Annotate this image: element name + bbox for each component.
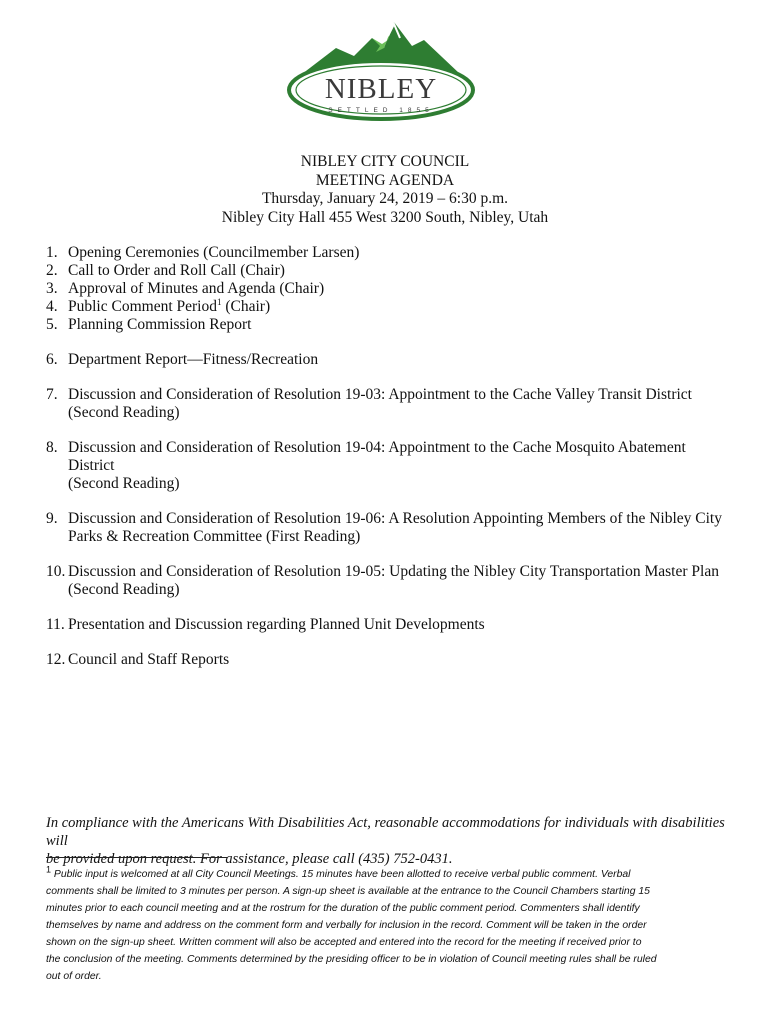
logo-tagline: SETTLED 1855 — [328, 107, 434, 114]
item-text: Planning Commission Report — [68, 316, 252, 333]
agenda-item — [46, 316, 736, 334]
item-number: 2. — [46, 262, 58, 279]
agenda-item — [46, 386, 736, 422]
meeting-location: Nibley City Hall 455 West 3200 South, Nibley, Utah — [221, 208, 549, 226]
ada-line: In compliance with the Americans With Disabilities Act, reasonable accommodations for individuals with disabilities will — [46, 815, 725, 849]
item-number: 7. — [46, 386, 58, 403]
item-number: 4. — [46, 298, 58, 315]
item-text — [68, 298, 736, 316]
item-text-main: Public Comment Period — [68, 298, 217, 315]
item-text: Approval of Minutes and Agenda (Chair) — [68, 280, 325, 297]
footnote-line: themselves by name and address on the comment form and verbally for inclusion in the record. Comment will be taken in the order — [46, 920, 647, 931]
item-line: Discussion and Consideration of Resolution 19-04: Appointment to the Cache Mosquito Abatement District — [68, 439, 686, 474]
footnote-divider — [46, 857, 227, 858]
agenda-item — [46, 298, 736, 316]
item-text — [68, 563, 736, 599]
item-number: 3. — [46, 280, 58, 297]
item-number: 10. — [46, 563, 66, 580]
footnote-text: Public input is welcomed at all City Council Meetings. 15 minutes have been allotted to receive verbal public comment. Verbal — [51, 869, 631, 880]
agenda-item — [46, 351, 736, 369]
nibley-logo — [284, 18, 478, 122]
ada-line: be provided upon request. For assistance, please call (435) 752-0431. — [46, 851, 453, 867]
council-title: NIBLEY CITY COUNCIL — [300, 153, 470, 170]
item-text: Presentation and Discussion regarding Planned Unit Developments — [68, 616, 485, 633]
item-line: Discussion and Consideration of Resolution 19-03: Appointment to the Cache Valley Transit District — [68, 386, 692, 403]
ada-notice — [46, 814, 736, 868]
logo-name: NIBLEY — [324, 73, 438, 105]
item-text: Council and Staff Reports — [68, 651, 230, 668]
item-line: (Second Reading) — [68, 475, 180, 492]
footnote-line: the conclusion of the meeting. Comments determined by the presiding officer to be in violation of Council meeting rules shall be ruled — [46, 954, 657, 965]
item-line: (Second Reading) — [68, 581, 180, 598]
footnote-line: comments shall be limited to 3 minutes per person. A sign-up sheet is available at the entrance to the Council Chambers starting 15 — [46, 886, 650, 897]
item-text — [68, 439, 736, 493]
item-text — [68, 386, 736, 422]
meeting-date: Thursday, January 24, 2019 – 6:30 p.m. — [261, 190, 509, 207]
item-number: 5. — [46, 316, 58, 333]
item-number: 6. — [46, 351, 58, 368]
item-line: Discussion and Consideration of Resolution 19-06: A Resolution Appointing Members of the Nibley City — [68, 510, 722, 527]
agenda-item — [46, 439, 736, 493]
item-number: 8. — [46, 439, 58, 456]
item-text: Opening Ceremonies (Councilmember Larsen) — [68, 244, 360, 261]
item-line: Parks & Recreation Committee (First Reading) — [68, 528, 361, 545]
footnote-line: out of order. — [46, 971, 102, 982]
footnote — [46, 866, 736, 985]
agenda-item — [46, 244, 736, 262]
item-number: 12. — [46, 651, 66, 668]
item-line: (Second Reading) — [68, 404, 180, 421]
agenda-item — [46, 262, 736, 280]
agenda-item — [46, 616, 736, 634]
agenda-list — [46, 244, 736, 669]
footnote-line: shown on the sign-up sheet. Written comment will also be accepted and entered into the record for the meeting if received prior to — [46, 937, 642, 948]
item-text: Call to Order and Roll Call (Chair) — [68, 262, 285, 279]
item-text-suffix: (Chair) — [221, 298, 271, 315]
agenda-item — [46, 563, 736, 599]
footnote-reference[interactable]: 1 — [216, 296, 222, 307]
item-number: 1. — [46, 244, 58, 261]
item-line: Discussion and Consideration of Resolution 19-05: Updating the Nibley City Transportation Master Plan — [68, 563, 719, 580]
agenda-item — [46, 280, 736, 298]
item-text — [68, 510, 736, 546]
footnote-line: minutes prior to each council meeting and at the rostrum for the duration of the public comment period. Commenters shall identify — [46, 903, 640, 914]
footnote-line — [46, 866, 736, 883]
agenda-title: MEETING AGENDA — [315, 171, 455, 189]
item-text: Department Report—Fitness/Recreation — [68, 351, 319, 368]
item-number: 11. — [46, 616, 65, 633]
item-number: 9. — [46, 510, 58, 527]
agenda-item — [46, 510, 736, 546]
meeting-header — [0, 153, 770, 227]
footnote-marker: 1 — [46, 864, 52, 875]
agenda-item — [46, 651, 736, 669]
